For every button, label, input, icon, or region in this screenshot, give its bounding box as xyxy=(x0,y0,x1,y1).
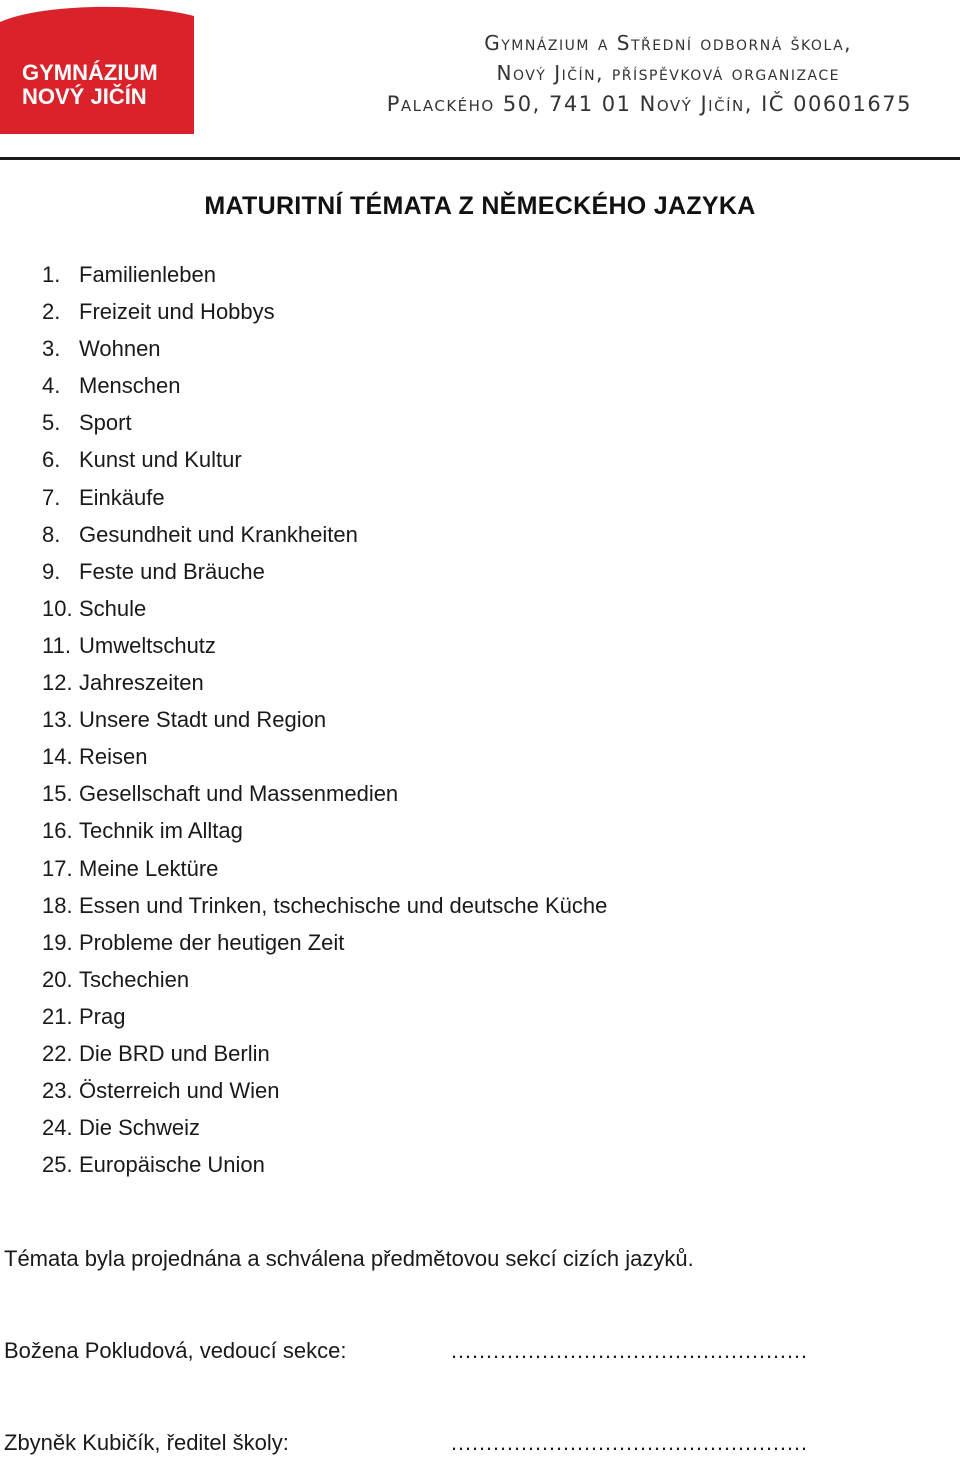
list-item-text: Reisen xyxy=(79,744,148,770)
approval-statement: Témata byla projednána a schválena předmětovou sekcí cizích jazyků. xyxy=(4,1246,694,1271)
list-item-text: Wohnen xyxy=(79,336,161,362)
list-item xyxy=(42,627,607,664)
signature-label: Zbyněk Kubičík, ředitel školy: xyxy=(4,1430,289,1455)
header-organization: Nový Jičín, příspěvková organizace xyxy=(496,61,840,85)
list-item-text: Unsere Stadt und Region xyxy=(79,707,327,733)
list-item xyxy=(42,812,607,849)
list-item xyxy=(42,293,607,330)
list-item-number: 20. xyxy=(42,966,73,992)
list-item xyxy=(42,1072,607,1109)
list-item xyxy=(42,961,607,998)
list-item-number: 15. xyxy=(42,781,73,807)
list-item-text: Familienleben xyxy=(79,262,216,287)
list-item xyxy=(42,553,607,590)
list-item-text: Umweltschutz xyxy=(79,632,216,658)
list-item-text: Gesundheit und Krankheiten xyxy=(79,521,358,547)
list-item xyxy=(42,516,607,553)
logo-text-line1: GYMNÁZIUM xyxy=(22,60,158,85)
list-item-text: Europäische Union xyxy=(79,1152,265,1178)
list-item xyxy=(42,590,607,627)
header-divider xyxy=(0,157,960,160)
list-item xyxy=(42,1035,607,1072)
list-item-text: Feste und Bräuche xyxy=(79,558,265,584)
list-item-number: 6. xyxy=(42,447,61,473)
list-item-number: 12. xyxy=(42,670,73,696)
list-item xyxy=(42,330,607,367)
topic-list xyxy=(42,256,607,1183)
list-item-text: Technik im Alltag xyxy=(79,818,243,844)
school-logo xyxy=(0,4,194,134)
list-item-text: Einkäufe xyxy=(79,484,165,510)
school-address-header xyxy=(386,28,912,120)
list-item-number: 16. xyxy=(42,818,73,844)
list-item-number: 23. xyxy=(42,1078,73,1104)
list-item xyxy=(42,887,607,924)
list-item-text: Sport xyxy=(79,410,132,436)
list-item-number: 2. xyxy=(42,299,61,325)
list-item xyxy=(42,404,607,441)
list-item-number: 21. xyxy=(42,1003,73,1029)
header-address: Palackého 50, 741 01 Nový Jičín, IČ 00601675 xyxy=(386,92,912,116)
list-item xyxy=(42,664,607,701)
list-item-text: Schule xyxy=(79,595,147,621)
list-item-number: 24. xyxy=(42,1115,73,1141)
list-item-number: 19. xyxy=(42,929,73,955)
list-item xyxy=(42,738,607,775)
list-item xyxy=(42,1146,607,1183)
list-item-text: Die BRD und Berlin xyxy=(79,1040,270,1066)
list-item xyxy=(42,701,607,738)
signature-line: …………………………………………… xyxy=(450,1338,807,1363)
list-item-number: 17. xyxy=(42,855,73,881)
list-item-text: Prag xyxy=(79,1003,126,1029)
list-item-number: 8. xyxy=(42,521,61,547)
list-item-text: Menschen xyxy=(79,373,181,399)
list-item-number: 1. xyxy=(42,262,61,287)
list-item-text: Jahreszeiten xyxy=(79,670,204,696)
list-item-text: Essen und Trinken, tschechische und deutsche Küche xyxy=(79,892,608,918)
list-item-text: Kunst und Kultur xyxy=(79,447,242,473)
list-item xyxy=(42,1109,607,1146)
list-item-number: 5. xyxy=(42,410,61,436)
list-item xyxy=(42,775,607,812)
signature-label: Božena Pokludová, vedoucí sekce: xyxy=(4,1338,347,1363)
list-item xyxy=(42,256,607,293)
list-item-number: 14. xyxy=(42,744,73,770)
list-item-text: Die Schweiz xyxy=(79,1115,201,1141)
header-school-name: Gymnázium a Střední odborná škola, xyxy=(484,31,852,55)
list-item-number: 3. xyxy=(42,336,61,362)
list-item xyxy=(42,367,607,404)
list-item-number: 9. xyxy=(42,558,61,584)
list-item-text: Meine Lektüre xyxy=(79,855,219,881)
list-item-text: Tschechien xyxy=(79,966,190,992)
list-item-number: 11. xyxy=(42,632,71,658)
logo-mark xyxy=(0,4,194,134)
list-item xyxy=(42,441,607,478)
list-item-number: 25. xyxy=(42,1152,73,1178)
logo-text-line2: NOVÝ JIČÍN xyxy=(22,84,147,109)
list-item-number: 13. xyxy=(42,707,73,733)
list-item xyxy=(42,924,607,961)
list-item-text: Freizeit und Hobbys xyxy=(79,299,275,325)
signature-line: …………………………………………… xyxy=(450,1430,807,1455)
list-item-number: 22. xyxy=(42,1040,73,1066)
list-item-text: Probleme der heutigen Zeit xyxy=(79,929,345,955)
list-item-number: 10. xyxy=(42,595,73,621)
page-title: MATURITNÍ TÉMATA Z NĚMECKÉHO JAZYKA xyxy=(204,192,756,220)
list-item xyxy=(42,998,607,1035)
list-item xyxy=(42,479,607,516)
list-item-number: 7. xyxy=(42,484,61,510)
list-item-text: Österreich und Wien xyxy=(79,1078,280,1104)
list-item-text: Gesellschaft und Massenmedien xyxy=(79,781,399,807)
list-item-number: 4. xyxy=(42,373,61,399)
list-item-number: 18. xyxy=(42,892,73,918)
list-item xyxy=(42,850,607,887)
